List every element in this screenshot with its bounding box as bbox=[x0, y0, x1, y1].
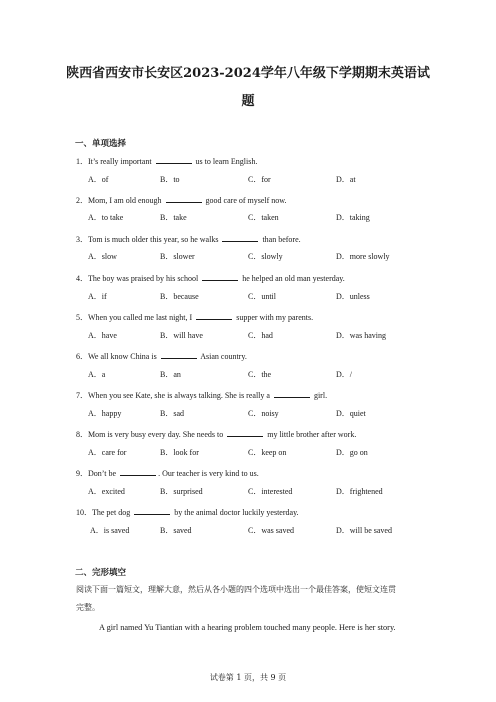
option-b[interactable]: B．sad bbox=[160, 409, 184, 418]
answer-blank bbox=[166, 194, 202, 203]
option-c[interactable]: C．had bbox=[248, 331, 273, 340]
answer-blank bbox=[120, 467, 156, 476]
question-stem bbox=[76, 233, 301, 245]
options-row bbox=[0, 409, 496, 419]
stem-after: by the animal doctor luckily yesterday. bbox=[172, 508, 299, 517]
option-b[interactable]: B．to bbox=[160, 175, 180, 184]
option-b[interactable]: B．saved bbox=[160, 526, 192, 535]
stem-before: 2．Mom, I am old enough bbox=[76, 196, 164, 205]
stem-after: girl. bbox=[311, 391, 328, 400]
option-d[interactable]: D．frightened bbox=[336, 487, 383, 496]
option-c[interactable]: C．noisy bbox=[248, 409, 279, 418]
option-c[interactable]: C．slowly bbox=[248, 252, 283, 261]
option-a[interactable]: A．slow bbox=[88, 252, 117, 261]
option-b[interactable]: B．slower bbox=[160, 252, 195, 261]
option-d[interactable]: D．go on bbox=[336, 448, 368, 457]
stem-before: 10．The pet dog bbox=[76, 508, 133, 517]
instructions-line-1: 阅读下面一篇短文，理解大意，然后从各小题的四个选项中选出一个最佳答案，使短文连贯 bbox=[76, 585, 396, 594]
option-d[interactable]: D．more slowly bbox=[336, 252, 390, 261]
options-row bbox=[0, 448, 496, 458]
answer-blank bbox=[161, 350, 197, 359]
option-c[interactable]: C．taken bbox=[248, 213, 279, 222]
stem-before: 5．When you called me last night, I bbox=[76, 313, 195, 322]
question-stem bbox=[76, 311, 313, 323]
option-b[interactable]: B．look for bbox=[160, 448, 199, 457]
page-footer: 试卷第 1 页，共 9 页 bbox=[209, 673, 287, 682]
option-b[interactable]: B．take bbox=[160, 213, 187, 222]
options-row bbox=[0, 175, 496, 185]
option-b[interactable]: B．will have bbox=[160, 331, 203, 340]
instructions-line-2: 完整。 bbox=[76, 603, 100, 612]
option-c[interactable]: C．the bbox=[248, 370, 272, 379]
option-d[interactable]: D．taking bbox=[336, 213, 370, 222]
option-a[interactable]: A．is saved bbox=[90, 526, 130, 535]
option-a[interactable]: A．happy bbox=[88, 409, 122, 418]
stem-before: 8．Mom is very busy every day. She needs to bbox=[76, 430, 226, 439]
stem-before: 3．Tom is much older this year, so he walks bbox=[76, 235, 221, 244]
option-b[interactable]: B．an bbox=[160, 370, 181, 379]
options-row bbox=[0, 252, 496, 262]
stem-after: supper with my parents. bbox=[234, 313, 314, 322]
stem-after: . Our teacher is very kind to us. bbox=[158, 469, 259, 478]
option-a[interactable]: A．to take bbox=[88, 213, 124, 222]
stem-after: us to learn English. bbox=[193, 157, 258, 166]
option-d[interactable]: D．/ bbox=[336, 370, 352, 379]
stem-before: 7．When you see Kate, she is always talking. She is really a bbox=[76, 391, 272, 400]
option-a[interactable]: A．of bbox=[88, 175, 109, 184]
answer-blank bbox=[196, 311, 232, 320]
stem-after: good care of myself now. bbox=[203, 196, 287, 205]
options-row bbox=[0, 487, 496, 497]
exam-title-line-1: 陕西省西安市长安区2023-2024学年八年级下学期期末英语试 bbox=[66, 66, 430, 81]
option-a[interactable]: A．have bbox=[88, 331, 117, 340]
option-d[interactable]: D．at bbox=[336, 175, 356, 184]
story-first-line: A girl named Yu Tiantian with a hearing problem touched many people. Here is her story. bbox=[99, 623, 396, 632]
option-c[interactable]: C．for bbox=[248, 175, 271, 184]
option-a[interactable]: A．a bbox=[88, 370, 106, 379]
question-stem bbox=[76, 506, 299, 518]
answer-blank bbox=[134, 506, 170, 515]
stem-before: 6．We all know China is bbox=[76, 352, 159, 361]
stem-before: 9．Don’t be bbox=[76, 469, 119, 478]
question-stem bbox=[76, 194, 287, 206]
options-row bbox=[0, 213, 496, 223]
option-a[interactable]: A．care for bbox=[88, 448, 127, 457]
option-c[interactable]: C．keep on bbox=[248, 448, 287, 457]
option-d[interactable]: D．unless bbox=[336, 292, 370, 301]
question-stem bbox=[76, 350, 247, 362]
option-b[interactable]: B．surprised bbox=[160, 487, 203, 496]
option-d[interactable]: D．quiet bbox=[336, 409, 366, 418]
options-row bbox=[0, 526, 496, 536]
stem-before: 1．It’s really important bbox=[76, 157, 154, 166]
question-stem bbox=[76, 272, 345, 284]
stem-after: my little brother after work. bbox=[265, 430, 357, 439]
section-heading-single-choice: 一、单项选择 bbox=[75, 139, 127, 149]
answer-blank bbox=[156, 155, 192, 164]
options-row bbox=[0, 292, 496, 302]
answer-blank bbox=[202, 272, 238, 281]
options-row bbox=[0, 331, 496, 341]
answer-blank bbox=[227, 428, 263, 437]
exam-title-line-2: 题 bbox=[241, 94, 255, 109]
option-d[interactable]: D．was having bbox=[336, 331, 386, 340]
option-a[interactable]: A．excited bbox=[88, 487, 125, 496]
stem-after: he helped an old man yesterday. bbox=[240, 274, 345, 283]
stem-after: than before. bbox=[260, 235, 301, 244]
section-heading-cloze: 二、完形填空 bbox=[75, 568, 127, 578]
option-a[interactable]: A．if bbox=[88, 292, 107, 301]
option-c[interactable]: C．until bbox=[248, 292, 277, 301]
options-row bbox=[0, 370, 496, 380]
option-b[interactable]: B．because bbox=[160, 292, 199, 301]
option-c[interactable]: C．was saved bbox=[248, 526, 294, 535]
option-c[interactable]: C．interested bbox=[248, 487, 293, 496]
answer-blank bbox=[222, 233, 258, 242]
stem-after: Asian country. bbox=[198, 352, 247, 361]
question-stem bbox=[76, 428, 356, 440]
stem-before: 4．The boy was praised by his school bbox=[76, 274, 201, 283]
question-stem bbox=[76, 155, 257, 167]
question-stem bbox=[76, 389, 327, 401]
question-stem bbox=[76, 467, 259, 479]
answer-blank bbox=[274, 389, 310, 398]
option-d[interactable]: D．will be saved bbox=[336, 526, 392, 535]
